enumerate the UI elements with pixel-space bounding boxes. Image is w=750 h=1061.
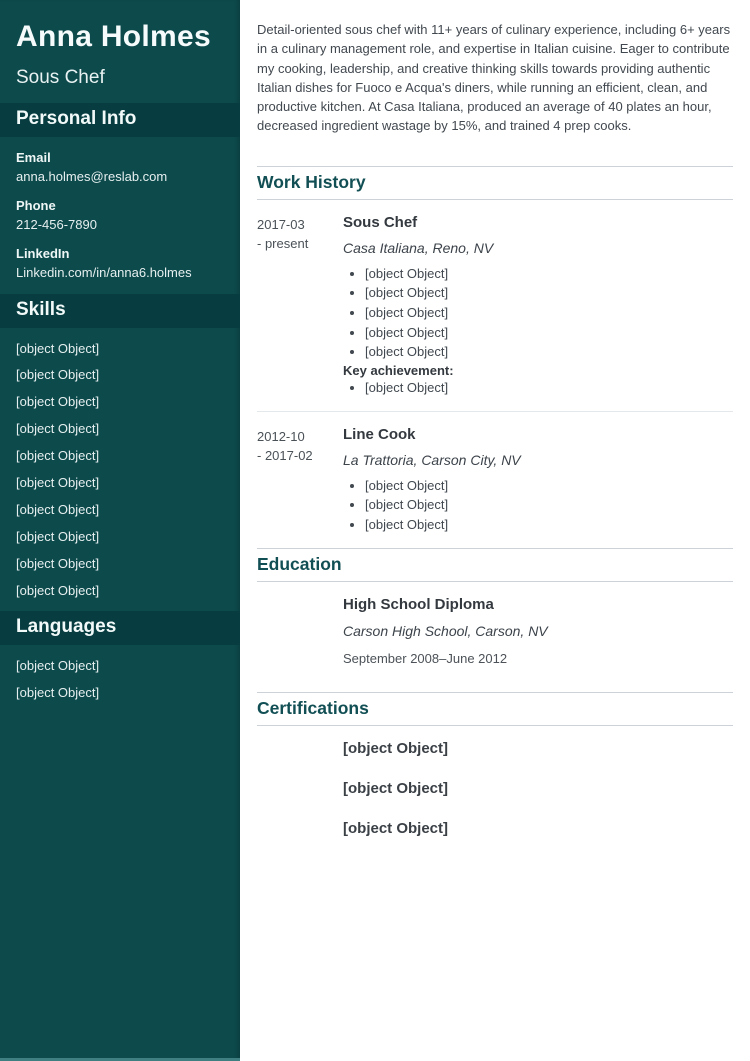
- contact-item: [16, 246, 224, 280]
- candidate-job-title: Sous Chef: [16, 66, 105, 88]
- certifications-heading: Certifications: [257, 697, 369, 718]
- skill-item: [object Object]: [16, 394, 100, 410]
- education-entry-body: [343, 596, 733, 666]
- skills-list: [0, 328, 240, 599]
- contact-item: [16, 150, 224, 184]
- education-heading: Education: [257, 553, 342, 574]
- work-history-entries: [257, 200, 733, 548]
- skill-item: [object Object]: [16, 502, 100, 518]
- personal-info-heading: Personal Info: [0, 103, 240, 137]
- work-entry: [257, 200, 733, 411]
- entry-body: [343, 426, 733, 536]
- education-date-column: [257, 596, 343, 666]
- skills-heading: Skills: [0, 294, 240, 328]
- certification-item: [object Object]: [343, 779, 449, 797]
- contact-value: anna.holmes@reslab.com: [16, 168, 168, 184]
- bullet-item: • [object Object]: [365, 477, 733, 495]
- contact-item: [16, 198, 224, 232]
- bullet-item: • [object Object]: [365, 324, 733, 342]
- skill-item: [object Object]: [16, 556, 100, 571]
- professional-summary: Detail-oriented sous chef with 11+ years of culinary experience, including 6+ years in a culinary management role, and expertise in Italian cuisine. Eager to contribute my cooking, leadership, and creative thinking skills towards providing authentic Italian dishes for Fuoco e Acqua's diners, while running an efficient, clean, and productive kitchen. At Casa Italiana, produced an average of 40 plates an hour, decreased ingredient wastage by 15%, and trained 4 prep cooks.: [257, 22, 731, 134]
- entry-job-title: Line Cook: [343, 425, 416, 443]
- certifications-heading-row: [257, 692, 733, 726]
- language-item: [object Object]: [16, 684, 100, 700]
- entry-bullets: [343, 265, 733, 361]
- education-entry: [257, 582, 733, 678]
- education-school: Carson High School, Carson, NV: [343, 622, 548, 639]
- entry-company: Casa Italiana, Reno, NV: [343, 239, 494, 256]
- skill-item: [object Object]: [16, 529, 100, 545]
- contact-list: [0, 137, 240, 280]
- education-dates: September 2008–June 2012: [343, 650, 508, 666]
- entry-job-title: Sous Chef: [343, 213, 418, 231]
- education-degree: High School Diploma: [343, 595, 494, 613]
- work-entry: [257, 411, 733, 548]
- entry-body: [343, 214, 733, 399]
- work-history-section: [257, 166, 733, 548]
- contact-label: Phone: [16, 197, 56, 213]
- contact-label: LinkedIn: [16, 245, 70, 261]
- contact-value: Linkedin.com/in/anna6.holmes: [16, 264, 192, 280]
- education-entries: [257, 582, 733, 678]
- skill-item: [object Object]: [16, 448, 100, 464]
- entry-company: La Trattoria, Carson City, NV: [343, 451, 521, 468]
- skill-item: [object Object]: [16, 582, 100, 598]
- language-item: [object Object]: [16, 657, 100, 673]
- key-achievement-item: • [object Object]: [365, 379, 733, 397]
- entry-bullets: [343, 477, 733, 534]
- education-heading-row: [257, 548, 733, 582]
- education-section: [257, 548, 733, 678]
- skill-item: [object Object]: [16, 421, 100, 437]
- certification-item: [object Object]: [343, 819, 449, 837]
- contact-label: Email: [16, 149, 51, 165]
- work-history-heading: Work History: [257, 171, 366, 192]
- entry-date-end: - present: [257, 236, 309, 252]
- work-history-heading-row: [257, 166, 733, 200]
- candidate-name: Anna Holmes: [16, 20, 212, 53]
- bullet-item: • [object Object]: [365, 265, 733, 283]
- contact-value: 212-456-7890: [16, 216, 97, 232]
- bullet-item: • [object Object]: [365, 304, 733, 322]
- resume-main: [240, 0, 750, 857]
- entry-date-start: 2017-03: [257, 216, 305, 232]
- key-achievement-label: Key achievement:: [343, 363, 454, 379]
- certification-item: [object Object]: [343, 739, 449, 757]
- skill-item: [object Object]: [16, 340, 100, 356]
- languages-list: [0, 645, 240, 701]
- sidebar: [0, 0, 240, 1061]
- entry-date-start: 2012-10: [257, 428, 305, 444]
- certifications-section: [257, 692, 733, 842]
- key-achievement-list: [343, 379, 733, 397]
- bullet-item: • [object Object]: [365, 284, 733, 302]
- skill-item: [object Object]: [16, 475, 100, 491]
- bullet-item: • [object Object]: [365, 516, 733, 534]
- bullet-item: • [object Object]: [365, 496, 733, 514]
- bullet-item: • [object Object]: [365, 343, 733, 361]
- skill-item: [object Object]: [16, 367, 100, 383]
- entry-dates: [257, 426, 343, 536]
- entry-dates: [257, 214, 343, 399]
- languages-heading: Languages: [0, 611, 240, 645]
- certifications-list: [343, 726, 733, 842]
- entry-date-end: - 2017-02: [257, 448, 313, 464]
